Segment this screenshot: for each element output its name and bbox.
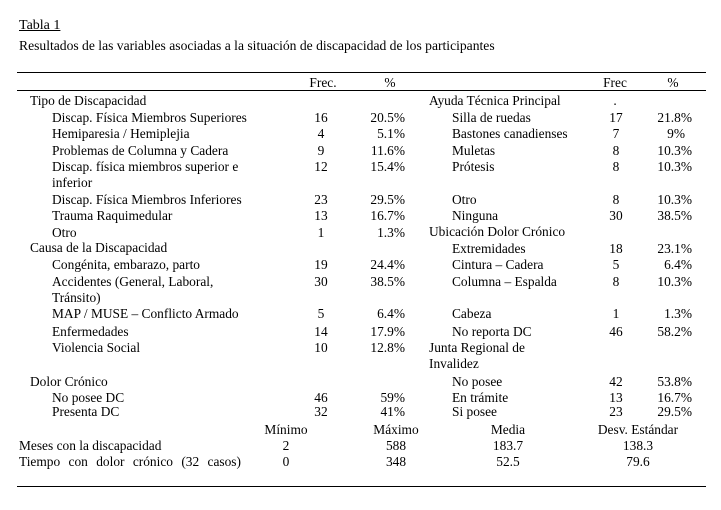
section-title: Ayuda Técnica Principal (429, 93, 561, 108)
row-frec: 8 (612, 159, 620, 174)
header-min: Mínimo (264, 422, 308, 437)
row-label: Otro (452, 192, 477, 207)
row-frec: 5 (612, 257, 620, 272)
stats-mean: 183.7 (492, 438, 524, 453)
header-right-pct: % (667, 75, 679, 90)
row-pct: 10.3% (657, 192, 692, 207)
stats-max: 348 (385, 454, 407, 469)
row-pct: 6.4% (377, 306, 405, 321)
row-pct: 29.5% (370, 192, 405, 207)
row-pct: 59% (380, 390, 405, 405)
row-pct: 10.3% (657, 159, 692, 174)
section-title: Junta Regional de Invalidez (429, 340, 525, 371)
stats-max: 588 (385, 438, 407, 453)
row-frec: 46 (314, 390, 328, 405)
stats-mean: 52.5 (496, 454, 520, 469)
row-pct: 41% (380, 404, 405, 419)
row-pct: 11.6% (370, 143, 405, 158)
row-frec: 46 (609, 324, 623, 339)
row-frec: 23 (609, 404, 623, 419)
row-pct: 21.8% (657, 110, 692, 125)
stats-min: 2 (282, 438, 290, 453)
row-pct: 16.7% (657, 390, 692, 405)
bottom-rule (17, 486, 706, 487)
row-pct: 38.5% (657, 208, 692, 223)
row-pct: 53.8% (657, 374, 692, 389)
row-label: Violencia Social (52, 340, 141, 355)
row-label: Ninguna (452, 208, 499, 223)
row-label: Discap. Física Miembros Superiores (52, 110, 247, 125)
stats-min: 0 (282, 454, 290, 469)
row-frec: 8 (612, 143, 620, 158)
row-label: Muletas (452, 143, 496, 158)
frec-mark: . (613, 93, 617, 108)
row-frec: 8 (612, 274, 620, 289)
row-label: Congénita, embarazo, parto (52, 257, 200, 272)
row-pct: 1.3% (377, 225, 405, 240)
row-pct: 20.5% (370, 110, 405, 125)
stats-sd: 79.6 (626, 454, 650, 469)
row-label: No posee DC (52, 390, 125, 405)
row-label: Trauma Raquimedular (52, 208, 173, 223)
row-label: Enfermedades (52, 324, 129, 339)
row-frec: 18 (609, 241, 623, 256)
row-label: Cabeza (452, 306, 492, 321)
row-label: Hemiparesia / Hemiplejia (52, 126, 190, 141)
row-pct: 17.9% (370, 324, 405, 339)
row-frec: 8 (612, 192, 620, 207)
row-label: En trámite (452, 390, 509, 405)
row-frec: 10 (314, 340, 328, 355)
row-pct: 58.2% (657, 324, 692, 339)
row-label: Si posee (452, 404, 498, 419)
row-pct: 6.4% (664, 257, 692, 272)
row-pct: 10.3% (657, 274, 692, 289)
row-frec: 7 (612, 126, 620, 141)
row-frec: 30 (314, 274, 328, 289)
row-frec: 32 (314, 404, 328, 419)
header-mean: Media (490, 422, 526, 437)
row-label: Accidentes (General, Laboral, Tránsito) (52, 274, 214, 305)
row-label: No reporta DC (452, 324, 532, 339)
row-frec: 9 (317, 143, 325, 158)
row-label: MAP / MUSE – Conflicto Armado (52, 306, 239, 321)
row-frec: 16 (314, 110, 328, 125)
row-frec: 13 (609, 390, 623, 405)
row-frec: 17 (609, 110, 623, 125)
section-title: Dolor Crónico (30, 374, 108, 389)
stats-sd: 138.3 (622, 438, 654, 453)
row-label: No posee (452, 374, 503, 389)
header-left-pct: % (384, 75, 396, 90)
row-frec: 30 (609, 208, 623, 223)
row-pct: 38.5% (370, 274, 405, 289)
row-frec: 13 (314, 208, 328, 223)
row-frec: 1 (317, 225, 325, 240)
header-sd: Desv. Estándar (597, 422, 679, 437)
row-pct: 10.3% (657, 143, 692, 158)
row-label: Cintura – Cadera (452, 257, 544, 272)
top-rule (17, 72, 706, 73)
row-pct: 9% (667, 126, 685, 141)
row-pct: 12.8% (370, 340, 405, 355)
row-label: Otro (52, 225, 77, 240)
header-left-frec: Frec. (309, 75, 337, 90)
section-title: Causa de la Discapacidad (30, 240, 168, 255)
row-pct: 15.4% (370, 159, 405, 174)
row-pct: 29.5% (657, 404, 692, 419)
row-frec: 4 (317, 126, 325, 141)
row-label: Presenta DC (52, 404, 120, 419)
row-label: Prótesis (452, 159, 495, 174)
table-title: Resultados de las variables asociadas a la situación de discapacidad de los participantes (19, 38, 495, 53)
row-label: Bastones canadienses (452, 126, 568, 141)
row-pct: 23.1% (657, 241, 692, 256)
section-title: Ubicación Dolor Crónico (429, 224, 566, 239)
row-frec: 1 (612, 306, 620, 321)
row-pct: 1.3% (664, 306, 692, 321)
row-label: Columna – Espalda (452, 274, 557, 289)
section-title: Tipo de Discapacidad (30, 93, 147, 108)
row-frec: 19 (314, 257, 328, 272)
row-frec: 12 (314, 159, 328, 174)
table-number: Tabla 1 (19, 18, 61, 33)
row-pct: 5.1% (377, 126, 405, 141)
stats-row-label: Tiempo con dolor crónico (32 casos) (19, 454, 241, 469)
row-label: Problemas de Columna y Cadera (52, 143, 229, 158)
header-max: Máximo (373, 422, 419, 437)
row-pct: 24.4% (370, 257, 405, 272)
header-right-frec: Frec (603, 75, 627, 90)
row-frec: 42 (609, 374, 623, 389)
row-label: Discap. física miembros superior e inferior (52, 159, 239, 190)
stats-row-label: Meses con la discapacidad (19, 438, 162, 453)
row-frec: 23 (314, 192, 328, 207)
row-label: Extremidades (452, 241, 526, 256)
row-pct: 16.7% (370, 208, 405, 223)
row-frec: 5 (317, 306, 325, 321)
row-label: Silla de ruedas (452, 110, 531, 125)
row-label: Discap. Física Miembros Inferiores (52, 192, 242, 207)
row-frec: 14 (314, 324, 328, 339)
